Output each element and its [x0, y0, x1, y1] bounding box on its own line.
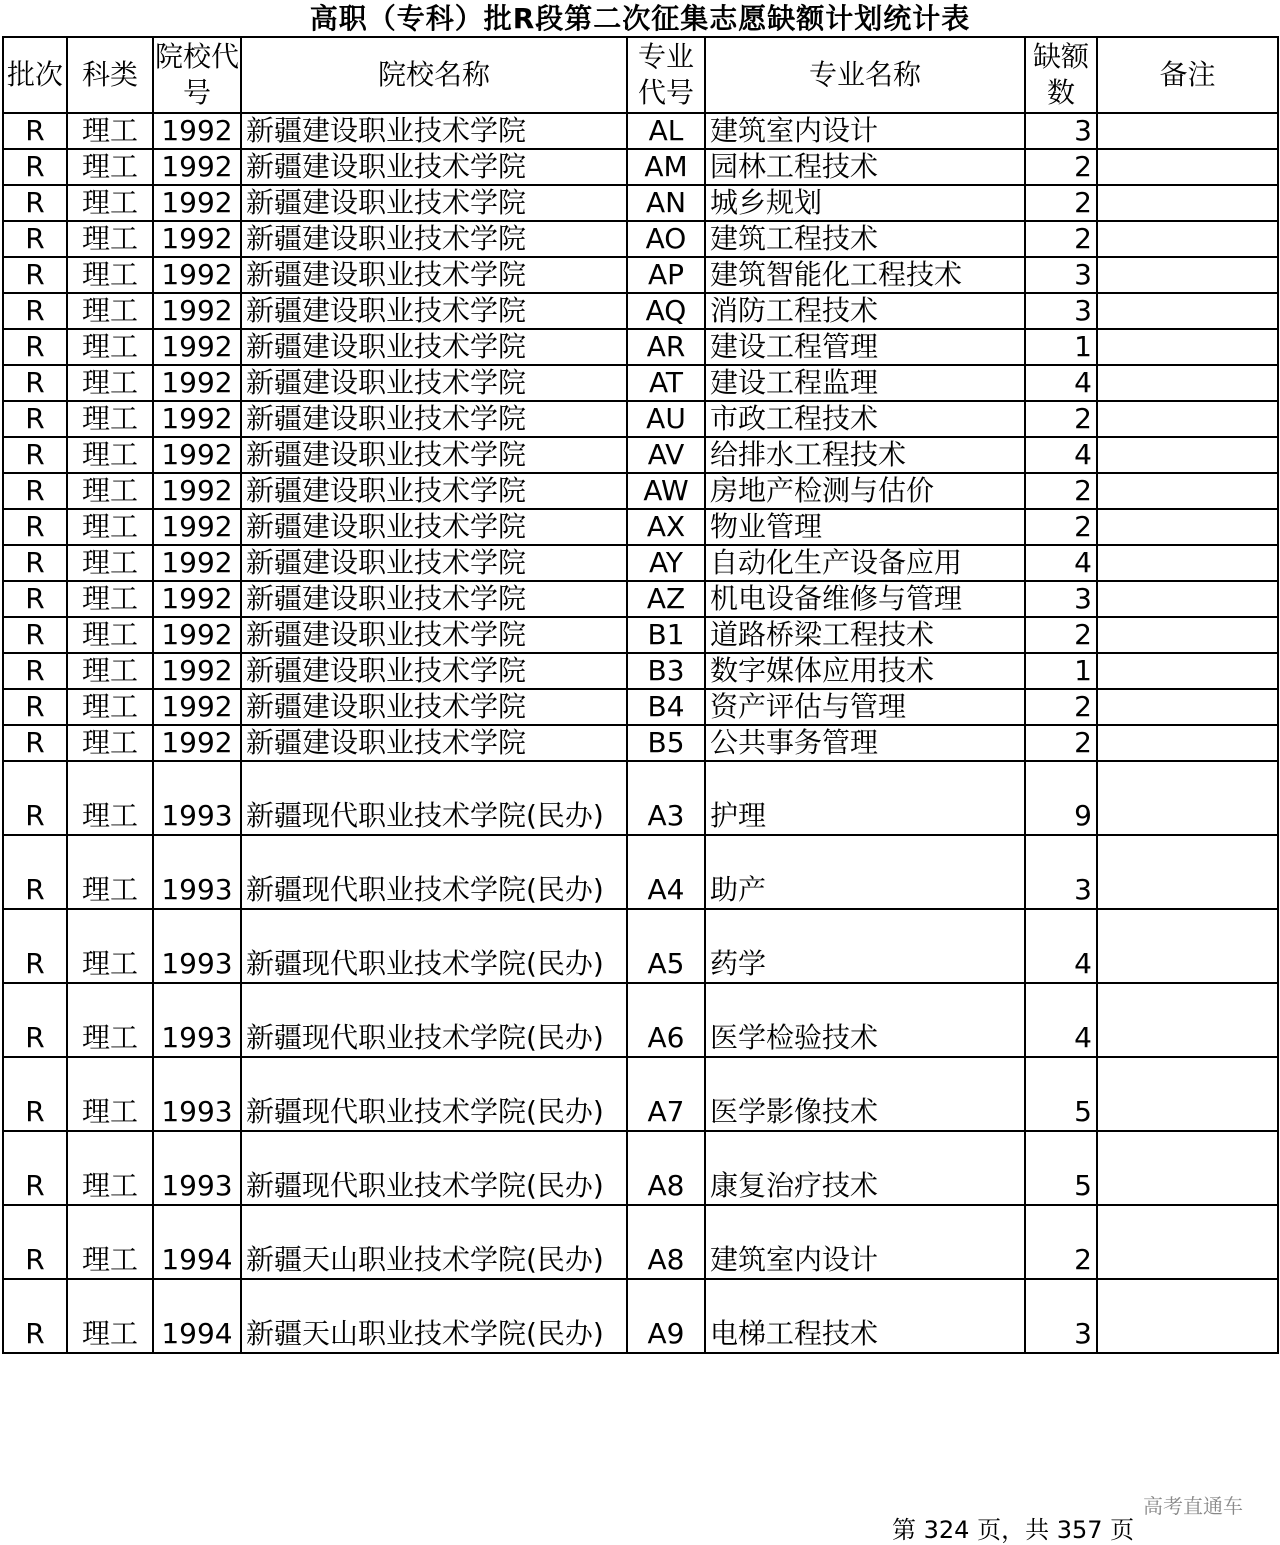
vacancies-cell: 3: [1025, 1279, 1097, 1353]
major-code-cell: AX: [627, 509, 705, 545]
table-row: [3, 617, 1278, 653]
vacancies-cell: 2: [1025, 149, 1097, 185]
remarks-cell: [1097, 473, 1278, 509]
category-cell: 理工: [67, 329, 153, 365]
remarks-cell: [1097, 983, 1278, 1057]
major-name-cell: 护理: [705, 761, 1025, 835]
school-name-cell: 新疆建设职业技术学院: [241, 185, 627, 221]
vacancies-cell: 4: [1025, 545, 1097, 581]
school-name-cell: 新疆建设职业技术学院: [241, 617, 627, 653]
table-row: [3, 221, 1278, 257]
batch-cell: R: [3, 365, 67, 401]
vacancies-cell: 3: [1025, 581, 1097, 617]
table-row: [3, 909, 1278, 983]
table-row: [3, 983, 1278, 1057]
category-cell: 理工: [67, 113, 153, 149]
table-row: [3, 113, 1278, 149]
school-code-cell: 1992: [153, 221, 241, 257]
vacancies-cell: 3: [1025, 293, 1097, 329]
major-name-cell: 给排水工程技术: [705, 437, 1025, 473]
major-code-cell: A8: [627, 1205, 705, 1279]
school-name-cell: 新疆现代职业技术学院(民办): [241, 835, 627, 909]
school-code-cell: 1992: [153, 257, 241, 293]
major-code-cell: A4: [627, 835, 705, 909]
header-category: 科类: [67, 37, 153, 113]
table-row: [3, 185, 1278, 221]
header-vacancies: 缺额数: [1025, 37, 1097, 113]
table-row: [3, 1057, 1278, 1131]
category-cell: 理工: [67, 689, 153, 725]
category-cell: 理工: [67, 185, 153, 221]
batch-cell: R: [3, 401, 67, 437]
major-name-cell: 消防工程技术: [705, 293, 1025, 329]
batch-cell: R: [3, 293, 67, 329]
school-name-cell: 新疆现代职业技术学院(民办): [241, 1057, 627, 1131]
remarks-cell: [1097, 617, 1278, 653]
vacancies-cell: 1: [1025, 653, 1097, 689]
header-remarks: 备注: [1097, 37, 1278, 113]
batch-cell: R: [3, 545, 67, 581]
major-code-cell: A9: [627, 1279, 705, 1353]
school-code-cell: 1993: [153, 909, 241, 983]
remarks-cell: [1097, 725, 1278, 761]
remarks-cell: [1097, 1205, 1278, 1279]
major-code-cell: AW: [627, 473, 705, 509]
table-row: [3, 365, 1278, 401]
major-name-cell: 建设工程管理: [705, 329, 1025, 365]
batch-cell: R: [3, 329, 67, 365]
category-cell: 理工: [67, 835, 153, 909]
category-cell: 理工: [67, 653, 153, 689]
batch-cell: R: [3, 113, 67, 149]
school-name-cell: 新疆现代职业技术学院(民办): [241, 909, 627, 983]
major-code-cell: AY: [627, 545, 705, 581]
school-code-cell: 1992: [153, 113, 241, 149]
vacancies-cell: 3: [1025, 257, 1097, 293]
school-code-cell: 1992: [153, 617, 241, 653]
vacancies-cell: 2: [1025, 689, 1097, 725]
category-cell: 理工: [67, 473, 153, 509]
school-code-cell: 1994: [153, 1279, 241, 1353]
school-code-cell: 1993: [153, 761, 241, 835]
vacancy-table: [2, 36, 1279, 1354]
major-name-cell: 建设工程监理: [705, 365, 1025, 401]
major-code-cell: B1: [627, 617, 705, 653]
major-name-cell: 城乡规划: [705, 185, 1025, 221]
category-cell: 理工: [67, 725, 153, 761]
remarks-cell: [1097, 221, 1278, 257]
school-name-cell: 新疆建设职业技术学院: [241, 257, 627, 293]
batch-cell: R: [3, 509, 67, 545]
school-name-cell: 新疆建设职业技术学院: [241, 725, 627, 761]
school-code-cell: 1992: [153, 689, 241, 725]
batch-cell: R: [3, 983, 67, 1057]
vacancies-cell: 3: [1025, 113, 1097, 149]
batch-cell: R: [3, 653, 67, 689]
batch-cell: R: [3, 185, 67, 221]
major-code-cell: AN: [627, 185, 705, 221]
school-name-cell: 新疆建设职业技术学院: [241, 329, 627, 365]
major-name-cell: 医学检验技术: [705, 983, 1025, 1057]
school-name-cell: 新疆建设职业技术学院: [241, 473, 627, 509]
school-code-cell: 1993: [153, 983, 241, 1057]
table-row: [3, 545, 1278, 581]
remarks-cell: [1097, 1131, 1278, 1205]
remarks-cell: [1097, 149, 1278, 185]
major-code-cell: A6: [627, 983, 705, 1057]
category-cell: 理工: [67, 401, 153, 437]
category-cell: 理工: [67, 983, 153, 1057]
batch-cell: R: [3, 437, 67, 473]
category-cell: 理工: [67, 365, 153, 401]
major-name-cell: 建筑室内设计: [705, 1205, 1025, 1279]
major-code-cell: B5: [627, 725, 705, 761]
batch-cell: R: [3, 725, 67, 761]
batch-cell: R: [3, 1131, 67, 1205]
category-cell: 理工: [67, 221, 153, 257]
school-name-cell: 新疆建设职业技术学院: [241, 113, 627, 149]
major-name-cell: 助产: [705, 835, 1025, 909]
school-name-cell: 新疆建设职业技术学院: [241, 221, 627, 257]
major-name-cell: 康复治疗技术: [705, 1131, 1025, 1205]
major-code-cell: A3: [627, 761, 705, 835]
table-row: [3, 509, 1278, 545]
remarks-cell: [1097, 581, 1278, 617]
vacancies-cell: 2: [1025, 509, 1097, 545]
school-code-cell: 1992: [153, 437, 241, 473]
table-row: [3, 761, 1278, 835]
batch-cell: R: [3, 1279, 67, 1353]
category-cell: 理工: [67, 1057, 153, 1131]
school-name-cell: 新疆现代职业技术学院(民办): [241, 983, 627, 1057]
batch-cell: R: [3, 257, 67, 293]
major-name-cell: 市政工程技术: [705, 401, 1025, 437]
batch-cell: R: [3, 1057, 67, 1131]
school-code-cell: 1993: [153, 1131, 241, 1205]
vacancies-cell: 4: [1025, 365, 1097, 401]
remarks-cell: [1097, 509, 1278, 545]
category-cell: 理工: [67, 617, 153, 653]
vacancies-cell: 4: [1025, 983, 1097, 1057]
major-code-cell: B3: [627, 653, 705, 689]
vacancies-cell: 5: [1025, 1057, 1097, 1131]
batch-cell: R: [3, 617, 67, 653]
remarks-cell: [1097, 185, 1278, 221]
major-code-cell: AU: [627, 401, 705, 437]
school-name-cell: 新疆建设职业技术学院: [241, 689, 627, 725]
school-name-cell: 新疆建设职业技术学院: [241, 401, 627, 437]
school-name-cell: 新疆建设职业技术学院: [241, 509, 627, 545]
school-name-cell: 新疆天山职业技术学院(民办): [241, 1279, 627, 1353]
table-row: [3, 581, 1278, 617]
major-name-cell: 资产评估与管理: [705, 689, 1025, 725]
school-code-cell: 1993: [153, 1057, 241, 1131]
major-name-cell: 医学影像技术: [705, 1057, 1025, 1131]
school-name-cell: 新疆现代职业技术学院(民办): [241, 1131, 627, 1205]
category-cell: 理工: [67, 1205, 153, 1279]
major-code-cell: AP: [627, 257, 705, 293]
watermark: 高考直通车: [1143, 1494, 1243, 1518]
table-row: [3, 401, 1278, 437]
category-cell: 理工: [67, 257, 153, 293]
remarks-cell: [1097, 761, 1278, 835]
school-code-cell: 1992: [153, 509, 241, 545]
school-code-cell: 1992: [153, 185, 241, 221]
category-cell: 理工: [67, 437, 153, 473]
vacancies-cell: 2: [1025, 221, 1097, 257]
batch-cell: R: [3, 689, 67, 725]
category-cell: 理工: [67, 545, 153, 581]
table-row: [3, 437, 1278, 473]
major-code-cell: AZ: [627, 581, 705, 617]
table-row: [3, 835, 1278, 909]
major-name-cell: 自动化生产设备应用: [705, 545, 1025, 581]
vacancies-cell: 2: [1025, 1205, 1097, 1279]
table-row: [3, 653, 1278, 689]
major-name-cell: 数字媒体应用技术: [705, 653, 1025, 689]
major-name-cell: 园林工程技术: [705, 149, 1025, 185]
major-code-cell: AT: [627, 365, 705, 401]
table-row: [3, 257, 1278, 293]
major-code-cell: AQ: [627, 293, 705, 329]
major-name-cell: 建筑室内设计: [705, 113, 1025, 149]
school-code-cell: 1992: [153, 653, 241, 689]
school-name-cell: 新疆现代职业技术学院(民办): [241, 761, 627, 835]
remarks-cell: [1097, 1057, 1278, 1131]
page-title: 高职（专科）批R段第二次征集志愿缺额计划统计表: [309, 2, 971, 35]
remarks-cell: [1097, 437, 1278, 473]
remarks-cell: [1097, 113, 1278, 149]
category-cell: 理工: [67, 581, 153, 617]
school-code-cell: 1992: [153, 725, 241, 761]
school-code-cell: 1992: [153, 149, 241, 185]
remarks-cell: [1097, 401, 1278, 437]
batch-cell: R: [3, 221, 67, 257]
remarks-cell: [1097, 257, 1278, 293]
school-name-cell: 新疆建设职业技术学院: [241, 437, 627, 473]
remarks-cell: [1097, 293, 1278, 329]
school-code-cell: 1992: [153, 473, 241, 509]
vacancies-cell: 5: [1025, 1131, 1097, 1205]
category-cell: 理工: [67, 1131, 153, 1205]
vacancies-cell: 2: [1025, 725, 1097, 761]
school-code-cell: 1992: [153, 545, 241, 581]
school-name-cell: 新疆建设职业技术学院: [241, 293, 627, 329]
major-code-cell: AO: [627, 221, 705, 257]
major-code-cell: AM: [627, 149, 705, 185]
remarks-cell: [1097, 909, 1278, 983]
batch-cell: R: [3, 835, 67, 909]
school-code-cell: 1992: [153, 365, 241, 401]
table-row: [3, 689, 1278, 725]
table-row: [3, 1205, 1278, 1279]
major-code-cell: AL: [627, 113, 705, 149]
page-footer: 第 324 页，共 357 页: [892, 1516, 1135, 1544]
category-cell: 理工: [67, 149, 153, 185]
vacancies-cell: 1: [1025, 329, 1097, 365]
category-cell: 理工: [67, 909, 153, 983]
school-name-cell: 新疆建设职业技术学院: [241, 653, 627, 689]
table-row: [3, 725, 1278, 761]
major-name-cell: 道路桥梁工程技术: [705, 617, 1025, 653]
major-code-cell: A7: [627, 1057, 705, 1131]
remarks-cell: [1097, 653, 1278, 689]
major-name-cell: 建筑工程技术: [705, 221, 1025, 257]
vacancies-cell: 4: [1025, 909, 1097, 983]
school-name-cell: 新疆建设职业技术学院: [241, 581, 627, 617]
major-name-cell: 房地产检测与估价: [705, 473, 1025, 509]
remarks-cell: [1097, 1279, 1278, 1353]
batch-cell: R: [3, 761, 67, 835]
batch-cell: R: [3, 581, 67, 617]
remarks-cell: [1097, 835, 1278, 909]
school-code-cell: 1992: [153, 581, 241, 617]
school-code-cell: 1992: [153, 293, 241, 329]
table-row: [3, 293, 1278, 329]
school-name-cell: 新疆建设职业技术学院: [241, 545, 627, 581]
batch-cell: R: [3, 149, 67, 185]
major-name-cell: 建筑智能化工程技术: [705, 257, 1025, 293]
batch-cell: R: [3, 473, 67, 509]
table-row: [3, 473, 1278, 509]
table-row: [3, 329, 1278, 365]
major-name-cell: 药学: [705, 909, 1025, 983]
remarks-cell: [1097, 689, 1278, 725]
header-school-name: 院校名称: [241, 37, 627, 113]
table-body: [3, 113, 1278, 1353]
vacancies-cell: 3: [1025, 835, 1097, 909]
vacancies-cell: 2: [1025, 185, 1097, 221]
table-row: [3, 149, 1278, 185]
remarks-cell: [1097, 329, 1278, 365]
vacancies-cell: 2: [1025, 401, 1097, 437]
major-code-cell: A5: [627, 909, 705, 983]
remarks-cell: [1097, 365, 1278, 401]
school-name-cell: 新疆天山职业技术学院(民办): [241, 1205, 627, 1279]
major-code-cell: B4: [627, 689, 705, 725]
header-major-code: 专业代号: [627, 37, 705, 113]
batch-cell: R: [3, 1205, 67, 1279]
remarks-cell: [1097, 545, 1278, 581]
major-code-cell: AR: [627, 329, 705, 365]
school-code-cell: 1992: [153, 401, 241, 437]
school-code-cell: 1994: [153, 1205, 241, 1279]
batch-cell: R: [3, 909, 67, 983]
vacancies-cell: 4: [1025, 437, 1097, 473]
school-name-cell: 新疆建设职业技术学院: [241, 365, 627, 401]
table-row: [3, 1279, 1278, 1353]
category-cell: 理工: [67, 1279, 153, 1353]
table-header-row: [3, 37, 1278, 113]
school-code-cell: 1993: [153, 835, 241, 909]
category-cell: 理工: [67, 509, 153, 545]
header-major-name: 专业名称: [705, 37, 1025, 113]
major-code-cell: AV: [627, 437, 705, 473]
vacancies-cell: 2: [1025, 617, 1097, 653]
category-cell: 理工: [67, 761, 153, 835]
major-name-cell: 电梯工程技术: [705, 1279, 1025, 1353]
table-row: [3, 1131, 1278, 1205]
vacancies-cell: 2: [1025, 473, 1097, 509]
major-code-cell: A8: [627, 1131, 705, 1205]
school-code-cell: 1992: [153, 329, 241, 365]
header-school-code: 院校代号: [153, 37, 241, 113]
major-name-cell: 物业管理: [705, 509, 1025, 545]
school-name-cell: 新疆建设职业技术学院: [241, 149, 627, 185]
major-name-cell: 公共事务管理: [705, 725, 1025, 761]
major-name-cell: 机电设备维修与管理: [705, 581, 1025, 617]
header-batch: 批次: [3, 37, 67, 113]
vacancies-cell: 9: [1025, 761, 1097, 835]
category-cell: 理工: [67, 293, 153, 329]
